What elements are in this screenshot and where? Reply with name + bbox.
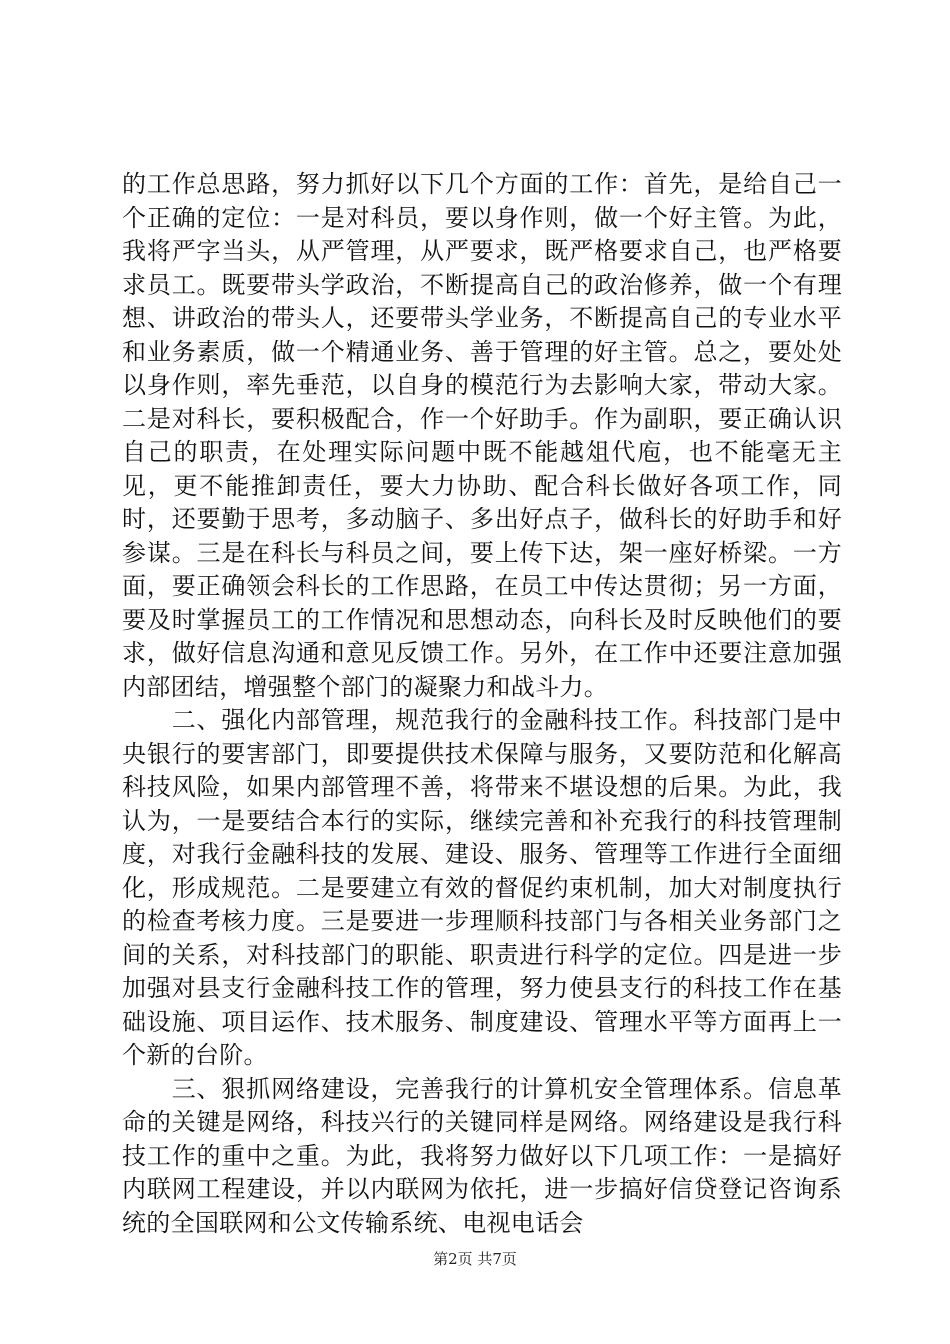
paragraph-continued: 的工作总思路，努力抓好以下几个方面的工作：首先，是给自己一个正确的定位：一是对科员，要以身作则，做一个好主管。为此，我将严字当头，从严管理，从严要求，既严格要求自己，也严格要求员工。既要带头学政治，不断提高自己的政治修养，做一个有理想、讲政治的带头人，还要带头学业务，不断提高自己的专业水平和业务素质，做一个精通业务、善于管理的好主管。总之，要处处以身作则，率先垂范，以自身的模范行为去影响大家，带动大家。二是对科长，要积极配合，作一个好助手。作为副职，要正确认识自己的职责，在处理实际问题中既不能越俎代庖，也不能毫无主见，更不能推卸责任，要大力协助、配合科长做好各项工作，同时，还要勤于思考，多动脑子、多出好点子，做科长的好助手和好参谋。三是在科长与科员之间，要上传下达，架一座好桥梁。一方面，要正确领会科长的工作思路，在员工中传达贯彻；另一方面，要及时掌握员工的工作情况和思想动态，向科长及时反映他们的要求，做好信息沟通和意见反馈工作。另外，在工作中还要注意加强内部团结，增强整个部门的凝聚力和战斗力。 (122, 170, 842, 701)
page-number-footer: 第2页 共7页 (433, 1250, 517, 1268)
paragraph-section-three: 三、狠抓网络建设，完善我行的计算机安全管理体系。信息革命的关键是网络，科技兴行的关键同样是网络。网络建设是我行科技工作的重中之重。为此，我将努力做好以下几项工作：一是搞好内联网工程建设，并以内联网为依托，进一步搞好信贷登记咨询系统的全国联网和公文传输系统、电视电话会 (122, 1074, 842, 1237)
document-body (122, 168, 842, 1240)
paragraph-section-two: 二、强化内部管理，规范我行的金融科技工作。科技部门是中央银行的要害部门，即要提供技术保障与服务，又要防范和化解高科技风险，如果内部管理不善，将带来不堪设想的后果。为此，我认为，一是要结合本行的实际，继续完善和补充我行的科技管理制度，对我行金融科技的发展、建设、服务、管理等工作进行全面细化，形成规范。二是要建立有效的督促约束机制，加大对制度执行的检查考核力度。三是要进一步理顺科技部门与各相关业务部门之间的关系，对科技部门的职能、职责进行科学的定位。四是进一步加强对县支行金融科技工作的管理，努力使县支行的科技工作在基础设施、项目运作、技术服务、制度建设、管理水平等方面再上一个新的台阶。 (122, 706, 842, 1069)
